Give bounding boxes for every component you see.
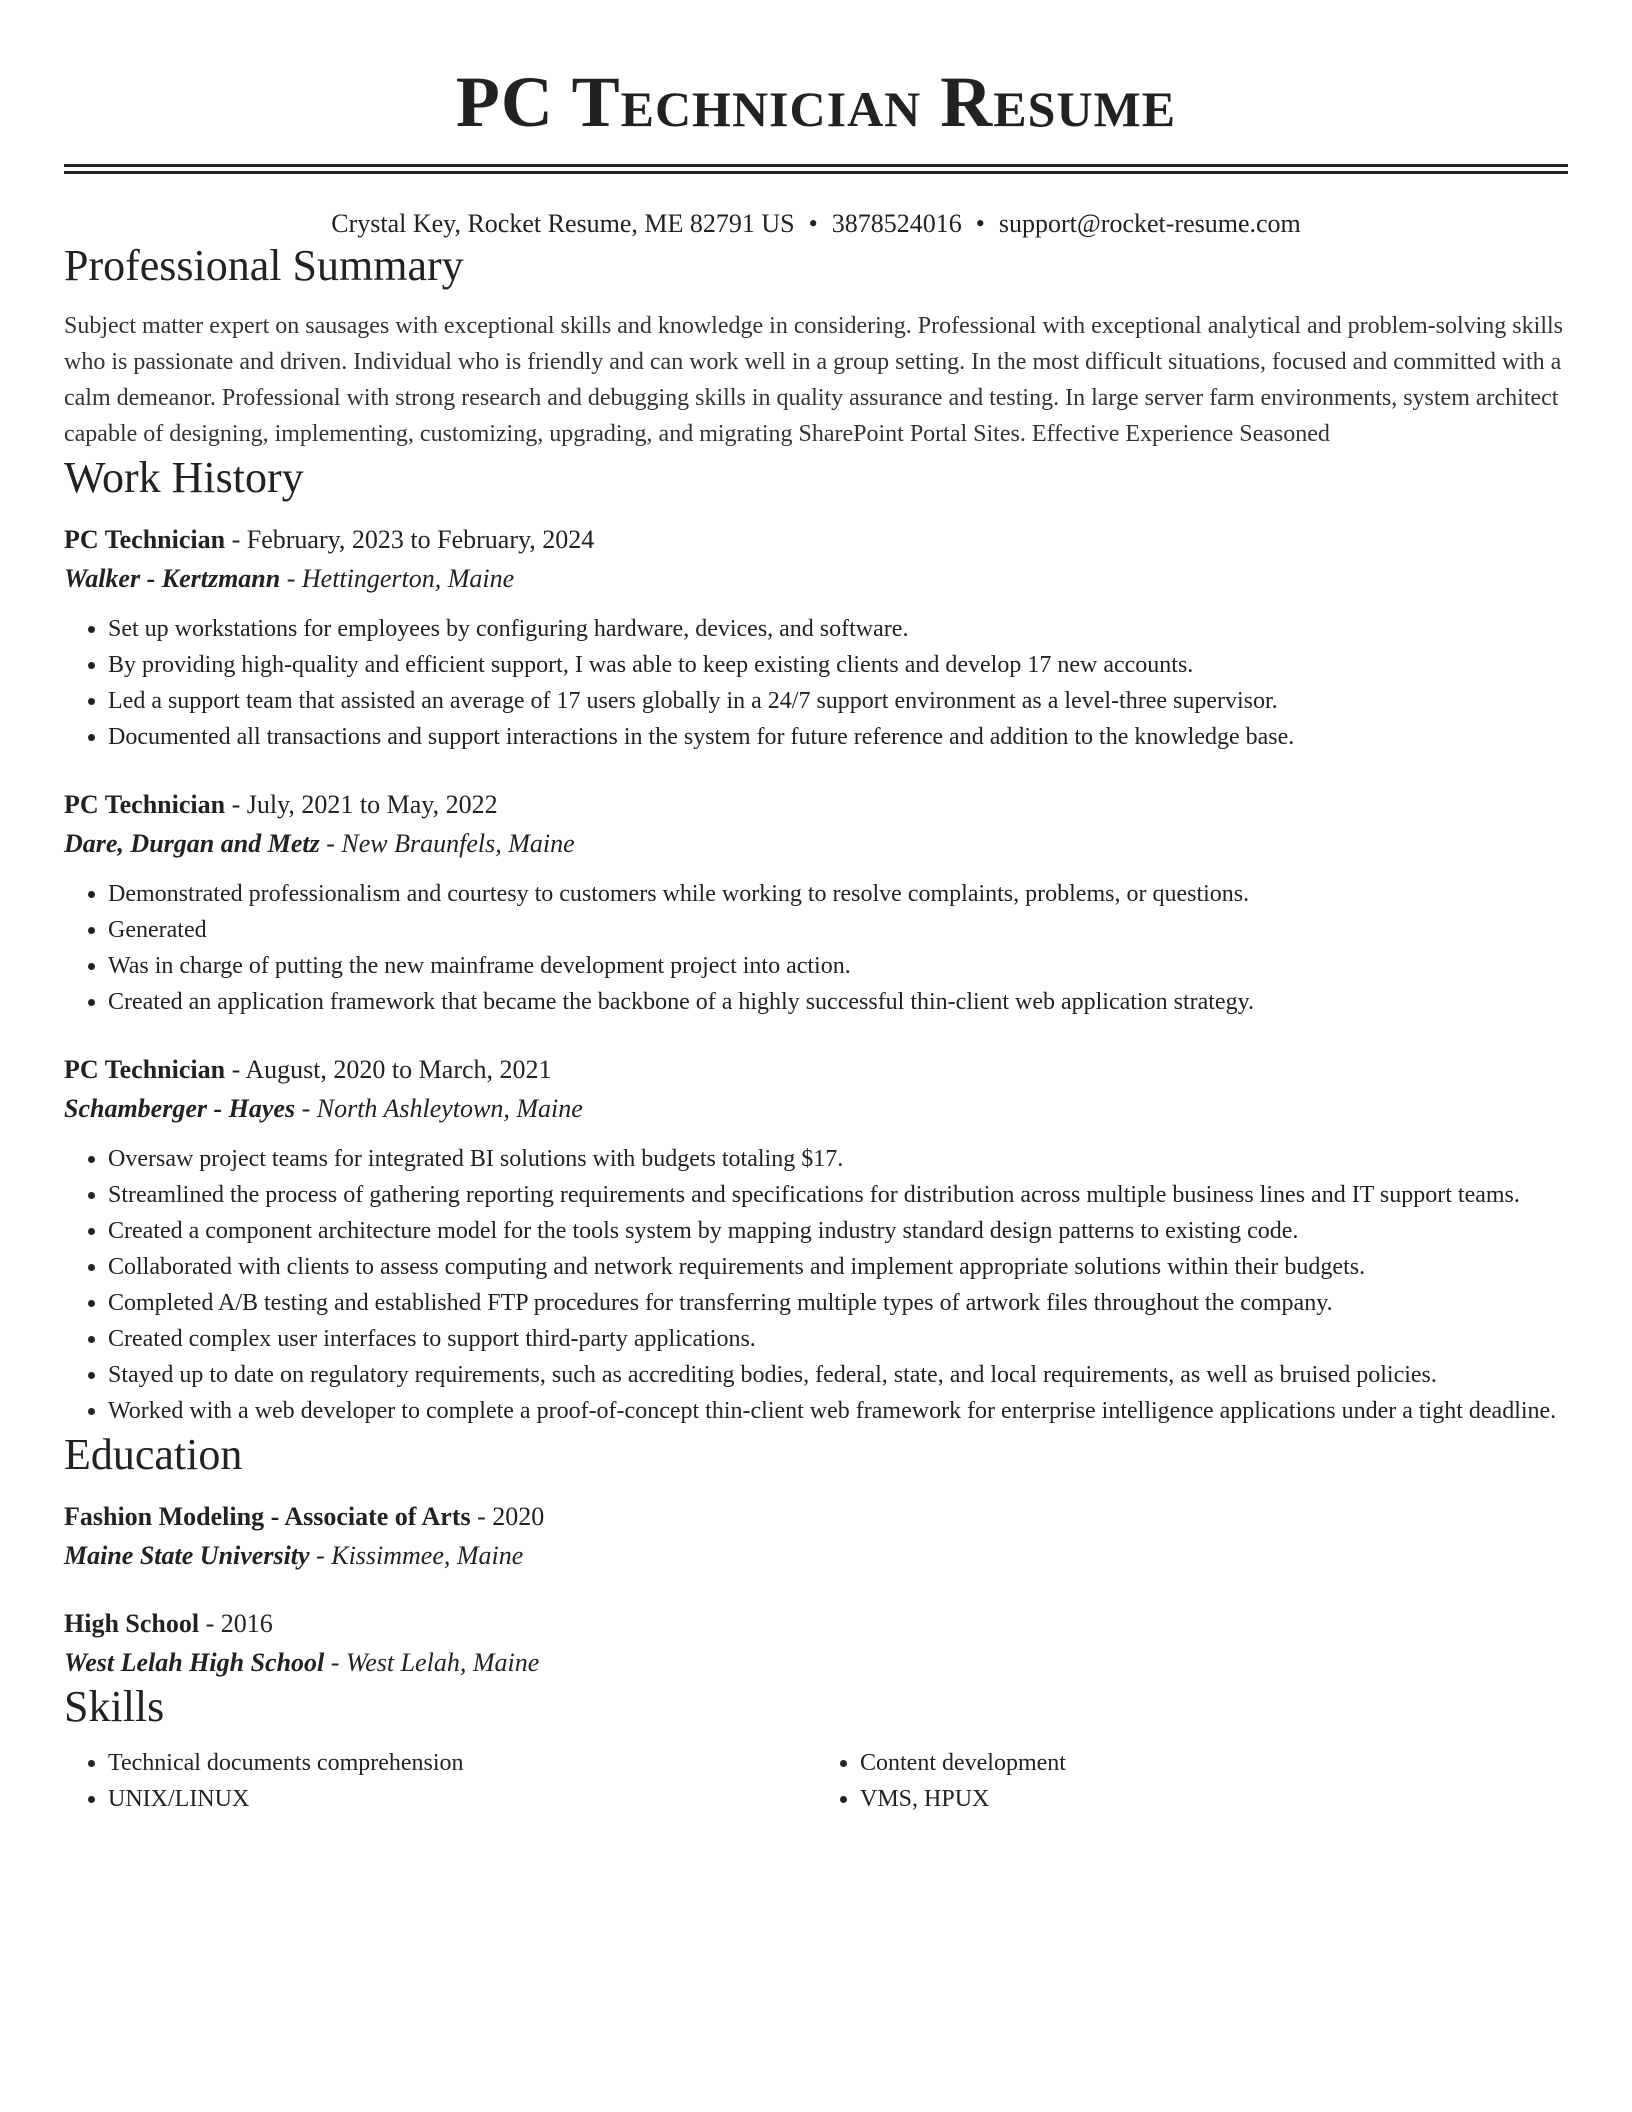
skill-item: • UNIX/LINUX	[108, 1781, 816, 1817]
job-bullet: • Documented all transactions and support interactions in the system for future reference and addition to the knowledge base.	[108, 719, 1568, 755]
job-title: PC Technician	[64, 1055, 226, 1084]
job-title-line	[64, 1052, 1568, 1088]
school-location: - Kissimmee, Maine	[309, 1541, 524, 1570]
school-location: - West Lelah, Maine	[324, 1648, 540, 1677]
degree-year: - 2016	[199, 1609, 273, 1638]
contact-phone: 3878524016	[831, 209, 962, 238]
job-bullets	[64, 611, 1568, 755]
job-bullet: • Set up workstations for employees by configuring hardware, devices, and software.	[108, 611, 1568, 647]
degree-line	[64, 1606, 1568, 1642]
school-line	[64, 1645, 1568, 1681]
skill-item: • Content development	[860, 1745, 1568, 1781]
work-history-heading: Work History	[64, 453, 304, 502]
job-title-line	[64, 522, 1568, 558]
job-entry	[64, 1052, 1568, 1429]
employer-location: - New Braunfels, Maine	[319, 829, 575, 858]
degree-name: High School	[64, 1609, 200, 1638]
job-bullet: • Streamlined the process of gathering reporting requirements and specifications for distribution across multiple business lines and IT support teams.	[108, 1177, 1568, 1213]
school-name: West Lelah High School	[64, 1648, 325, 1677]
job-bullet: • Created an application framework that became the backbone of a highly successful thin-client web application strategy.	[108, 984, 1568, 1020]
job-bullet: • Oversaw project teams for integrated BI solutions with budgets totaling $17.	[108, 1141, 1568, 1177]
degree-line	[64, 1499, 1568, 1535]
job-bullet: • Worked with a web developer to complete a proof-of-concept thin-client web framework for enterprise intelligence applications under a tight deadline.	[108, 1393, 1568, 1429]
employer-name: Schamberger - Hayes	[64, 1094, 296, 1123]
contact-email: support@rocket-resume.com	[998, 209, 1301, 238]
job-title: PC Technician	[64, 525, 226, 554]
job-bullet: • Generated	[108, 912, 1568, 948]
job-bullet: • Led a support team that assisted an average of 17 users globally in a 24/7 support environment as a level-three supervisor.	[108, 683, 1568, 719]
education-heading: Education	[64, 1430, 243, 1479]
employer-name: Walker - Kertzmann	[64, 564, 281, 593]
employer-location: - Hettingerton, Maine	[280, 564, 515, 593]
job-bullet: • Collaborated with clients to assess computing and network requirements and implement appropriate solutions within their budgets.	[108, 1249, 1568, 1285]
summary-text: Subject matter expert on sausages with exceptional skills and knowledge in considering. Professional with exceptional analytical and problem-solving skills who is passionate and driven. Individual who is friendly and can work well in a group setting. In the most difficult situations, focused and committed with a calm demeanor. Professional with strong research and debugging skills in quality assurance and testing. In large server farm environments, system architect capable of designing, implementing, customizing, upgrading, and migrating SharePoint Portal Sites. Effective Experience Seasoned	[64, 313, 1563, 447]
contact-address: Crystal Key, Rocket Resume, ME 82791 US	[331, 209, 795, 238]
job-entry	[64, 787, 1568, 1020]
summary-heading: Professional Summary	[64, 241, 464, 290]
skills-grid	[64, 1745, 1568, 1817]
resume-title: PC Technician Resume	[455, 62, 1177, 142]
job-bullet: • Created a component architecture model for the tools system by mapping industry standard design patterns to existing code.	[108, 1213, 1568, 1249]
job-dates: - July, 2021 to May, 2022	[225, 790, 498, 819]
job-title-line	[64, 787, 1568, 823]
employer-line	[64, 561, 1568, 597]
job-bullet: • Stayed up to date on regulatory requirements, such as accrediting bodies, federal, state, and local requirements, as well as bruised policies.	[108, 1357, 1568, 1393]
education-entry	[64, 1499, 1568, 1574]
job-bullets	[64, 876, 1568, 1020]
employer-line	[64, 826, 1568, 862]
skills-column-right	[816, 1745, 1568, 1817]
employer-location: - North Ashleytown, Maine	[295, 1094, 583, 1123]
job-bullet: • Completed A/B testing and established FTP procedures for transferring multiple types of artwork files throughout the company.	[108, 1285, 1568, 1321]
skills-heading: Skills	[64, 1682, 165, 1731]
contact-line	[64, 208, 1568, 240]
job-bullet: • Demonstrated professionalism and courtesy to customers while working to resolve complaints, problems, or questions.	[108, 876, 1568, 912]
job-entry	[64, 522, 1568, 755]
job-title: PC Technician	[64, 790, 226, 819]
skills-column-left	[64, 1745, 816, 1817]
title-double-rule	[64, 164, 1568, 174]
skill-item: • Technical documents comprehension	[108, 1745, 816, 1781]
degree-year: - 2020	[470, 1502, 545, 1531]
education-entry	[64, 1606, 1568, 1681]
contact-separator: •	[808, 209, 818, 238]
job-dates: - August, 2020 to March, 2021	[225, 1055, 552, 1084]
school-name: Maine State University	[64, 1541, 310, 1570]
degree-name: Fashion Modeling - Associate of Arts	[64, 1502, 471, 1531]
employer-name: Dare, Durgan and Metz	[64, 829, 320, 858]
job-bullet: • Was in charge of putting the new mainframe development project into action.	[108, 948, 1568, 984]
job-bullet: • By providing high-quality and efficient support, I was able to keep existing clients and develop 17 new accounts.	[108, 647, 1568, 683]
job-dates: - February, 2023 to February, 2024	[225, 525, 595, 554]
school-line	[64, 1538, 1568, 1574]
skill-item: • VMS, HPUX	[860, 1781, 1568, 1817]
job-bullets	[64, 1141, 1568, 1429]
contact-separator: •	[975, 209, 985, 238]
job-bullet: • Created complex user interfaces to support third-party applications.	[108, 1321, 1568, 1357]
employer-line	[64, 1091, 1568, 1127]
